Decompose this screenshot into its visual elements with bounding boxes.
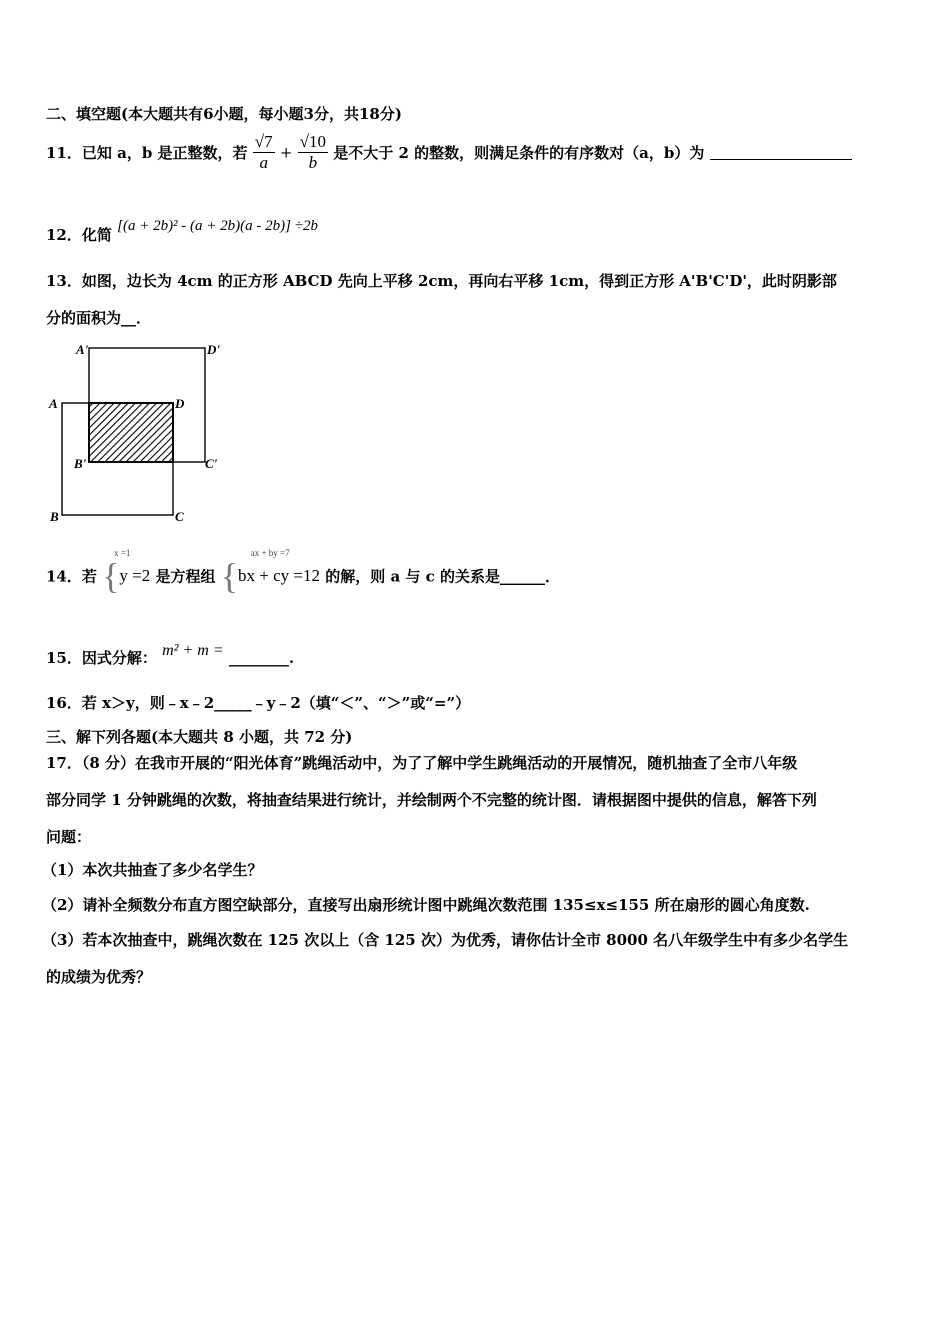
q14-system-1 [102,548,151,596]
q14-middle: 是方程组 [155,567,216,586]
q11-frac1-denominator: a [259,153,268,172]
q14-suffix: 的解，则 a 与 c 的关系是______． [325,567,560,586]
label-b-prime: B' [74,456,87,471]
q15-prefix: 15．因式分解： [46,649,157,667]
q11-frac1-numerator: √7 [254,132,273,151]
q14-system-2 [220,548,320,596]
q11-frac2-denominator: b [308,153,318,172]
shaded-overlap [89,403,173,462]
q11-prefix: 11．已知 a，b 是正整数，若 [46,144,248,162]
label-d: D [175,396,185,411]
squares-figure [40,335,230,530]
q14-sys1-main: y =2 [119,566,151,585]
q12-prefix: 12．化简 [46,226,112,244]
q14-sys2-top: ax + by =7 [250,548,290,558]
q12-expression: [(a + 2b)² - (a + 2b)(a - 2b)] ÷2b [117,218,318,234]
question-17-part3-cont: 的成绩为优秀？ [46,968,152,986]
question-12 [46,214,318,244]
q11-fraction-2 [298,132,328,173]
label-a: A [49,396,58,411]
label-b: B [50,509,59,524]
section2-heading: 二、填空题(本大题共有6小题，每小题3分，共18分) [46,105,402,123]
label-d-prime: D' [207,342,220,357]
question-17-line1: 17．（8 分）在我市开展的“阳光体育”跳绳活动中，为了了解中学生跳绳活动的开展情况，随机抽查了全市八年级 [46,754,798,772]
q14-sys2-main: bx + cy =12 [238,566,320,585]
brace-icon: { [102,556,120,596]
question-17-part2: （2）请补全频数分布直方图空缺部分，直接写出扇形统计图中跳绳次数范围 135≤x≤155 所在扇形的圆心角度数. [42,896,810,914]
question-17-part1: （1）本次共抽查了多少名学生？ [42,861,263,879]
q11-plus: + [279,143,293,162]
question-17-line3: 问题： [46,828,92,846]
question-13-line1: 13．如图，边长为 4cm 的正方形 ABCD 先向上平移 2cm，再向右平移 1cm，得到正方形 A'B'C'D'，此时阴影部 [46,272,837,290]
q11-frac2-numerator: √10 [299,132,326,151]
q11-fraction-1 [253,132,275,173]
section3-heading: 三、解下列各题(本大题共 8 小题，共 72 分) [46,728,353,746]
question-13-line2: 分的面积为__． [46,309,152,327]
q15-suffix: ________. [228,649,295,667]
label-c: C [175,509,184,524]
question-14 [46,548,560,596]
q14-sys1-top: x =1 [114,548,131,558]
question-17-part3: （3）若本次抽查中，跳绳次数在 125 次以上（含 125 次）为优秀，请你估计全市 8000 名八年级学生中有多少名学生 [42,931,849,949]
question-11 [46,132,852,173]
label-a-prime: A' [76,342,89,357]
question-17-line2: 部分同学 1 分钟跳绳的次数，将抽查结果进行统计，并绘制两个不完整的统计图．请根据图中提供的信息，解答下列 [46,791,817,809]
question-15 [46,639,295,667]
q11-answer-blank [710,145,852,160]
q15-expression: m² + m = [162,642,224,659]
label-c-prime: C' [205,456,218,471]
q14-prefix: 14．若 [46,567,97,586]
q11-suffix: 是不大于 2 的整数，则满足条件的有序数对（a，b）为 [333,144,705,162]
brace-icon: { [220,556,238,596]
question-16: 16．若 x＞y，则﹣x﹣2_____﹣y﹣2（填“＜”、“＞”或“=”） [46,694,471,712]
